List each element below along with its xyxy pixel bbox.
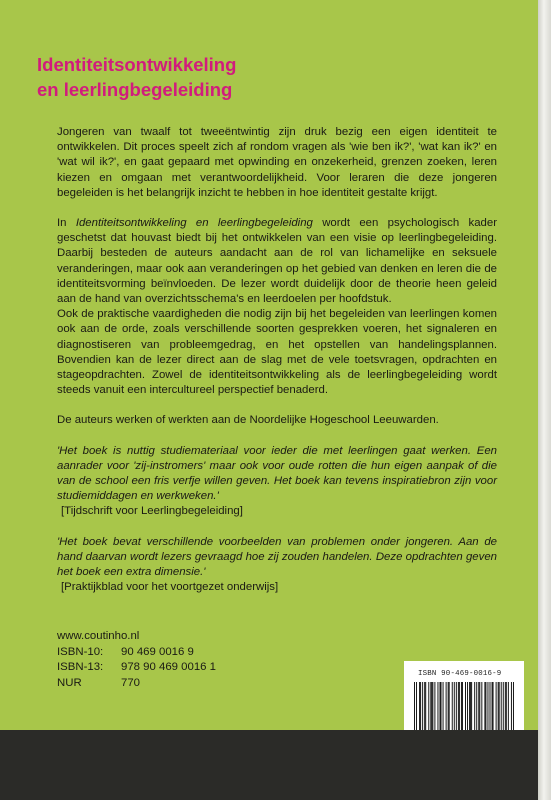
nur-label: NUR xyxy=(57,676,82,689)
nur-value: 770 xyxy=(121,676,141,689)
page-edge xyxy=(538,0,551,800)
blurb xyxy=(57,125,497,595)
paragraph-intro: Jongeren van twaalf tot tweeëntwintig zijn druk bezig een eigen identiteit te ontwikkelen. Dit proces speelt zich af rondom vragen als 'wie ben ik?', 'wat kan ik?' en 'wat wil ik?', en gaat gepaard met opwinding en onzekerheid, grenzen zoeken, leren kiezen en omgaan met verantwoordelijkheid. Voor leraren die deze jongeren begeleiden is het belangrijk inzicht te hebben in hoe identiteit gestalte krijgt. xyxy=(57,126,497,199)
bottom-band xyxy=(0,730,538,800)
title-line-1: Identiteitsontwikkeling xyxy=(37,54,237,75)
review-quote-2: 'Het boek bevat verschillende voorbeelden van problemen onder jongeren. Aan de hand daarvan wordt lezers gevraagd hoe zij zouden handelen. Deze opdrachten geven het boek een extra dimensie.' xyxy=(57,535,497,579)
review-source-2: [Praktijkblad voor het voortgezet onderwijs] xyxy=(61,581,279,594)
isbn13-value: 978 90 469 0016 1 xyxy=(121,661,217,673)
book-title xyxy=(37,52,236,102)
isbn13-label: ISBN-13: xyxy=(57,661,104,673)
paragraph-framework-post: wordt een psychologisch kader geschetst dat houvast biedt bij het ontwikkelen van een visie op leerlingbegeleiding. Daarbij besteden de auteurs aandacht aan de rol van lichamelijke en seksuele veranderingen, maar ook aan veranderingen op het gebied van denken en leren die de identiteitsvorming beïnvloeden. De lezer wordt duidelijk door de theorie heen geleid aan de hand van overzichtsschema's en leerdoelen per hoofdstuk. xyxy=(57,217,497,306)
paragraph-framework-pre: In xyxy=(57,217,76,230)
book-title-inline: Identiteitsontwikkeling en leerlingbegeleiding xyxy=(75,217,313,230)
paragraph-skills: Ook de praktische vaardigheden die nodig zijn bij het begeleiden van leerlingen komen ook aan de orde, zoals verschillende soorten gesprekken voeren, het signaleren en diagnostiseren van probleemgedrag, en het opstellen van handelingsplannen. Bovendien kan de lezer direct aan de slag met de vele toetsvragen, opdrachten en stageopdrachten. Zowel de identiteitsontwikkeling als de leerlingbegeleiding wordt steeds vanuit een intercultureel perspectief benaderd. xyxy=(57,308,497,397)
bibliographic-info xyxy=(57,629,216,691)
paragraph-authors: De auteurs werken of werkten aan de Noordelijke Hogeschool Leeuwarden. xyxy=(57,414,439,427)
publisher-website: www.coutinho.nl xyxy=(57,630,140,642)
review-source-1: [Tijdschrift voor Leerlingbegeleiding] xyxy=(61,505,243,518)
isbn10-value: 90 469 0016 9 xyxy=(121,645,194,658)
review-quote-1: 'Het boek is nuttig studiemateriaal voor ieder die met leerlingen gaat werken. Een aanrader voor 'zij-instromers' maar ook voor oude rotten die hun eigen aanpak of die van de school een fris verfje willen geven. Het boek kan tevens inspiratiebron zijn voor studiemiddagen en werkweken.' xyxy=(57,444,497,503)
title-line-2: en leerlingbegeleiding xyxy=(37,79,233,100)
barcode-isbn-text: ISBN 90-469-0016-9 xyxy=(418,670,502,678)
isbn10-label: ISBN-10: xyxy=(57,645,104,658)
paragraph-framework xyxy=(57,216,497,307)
